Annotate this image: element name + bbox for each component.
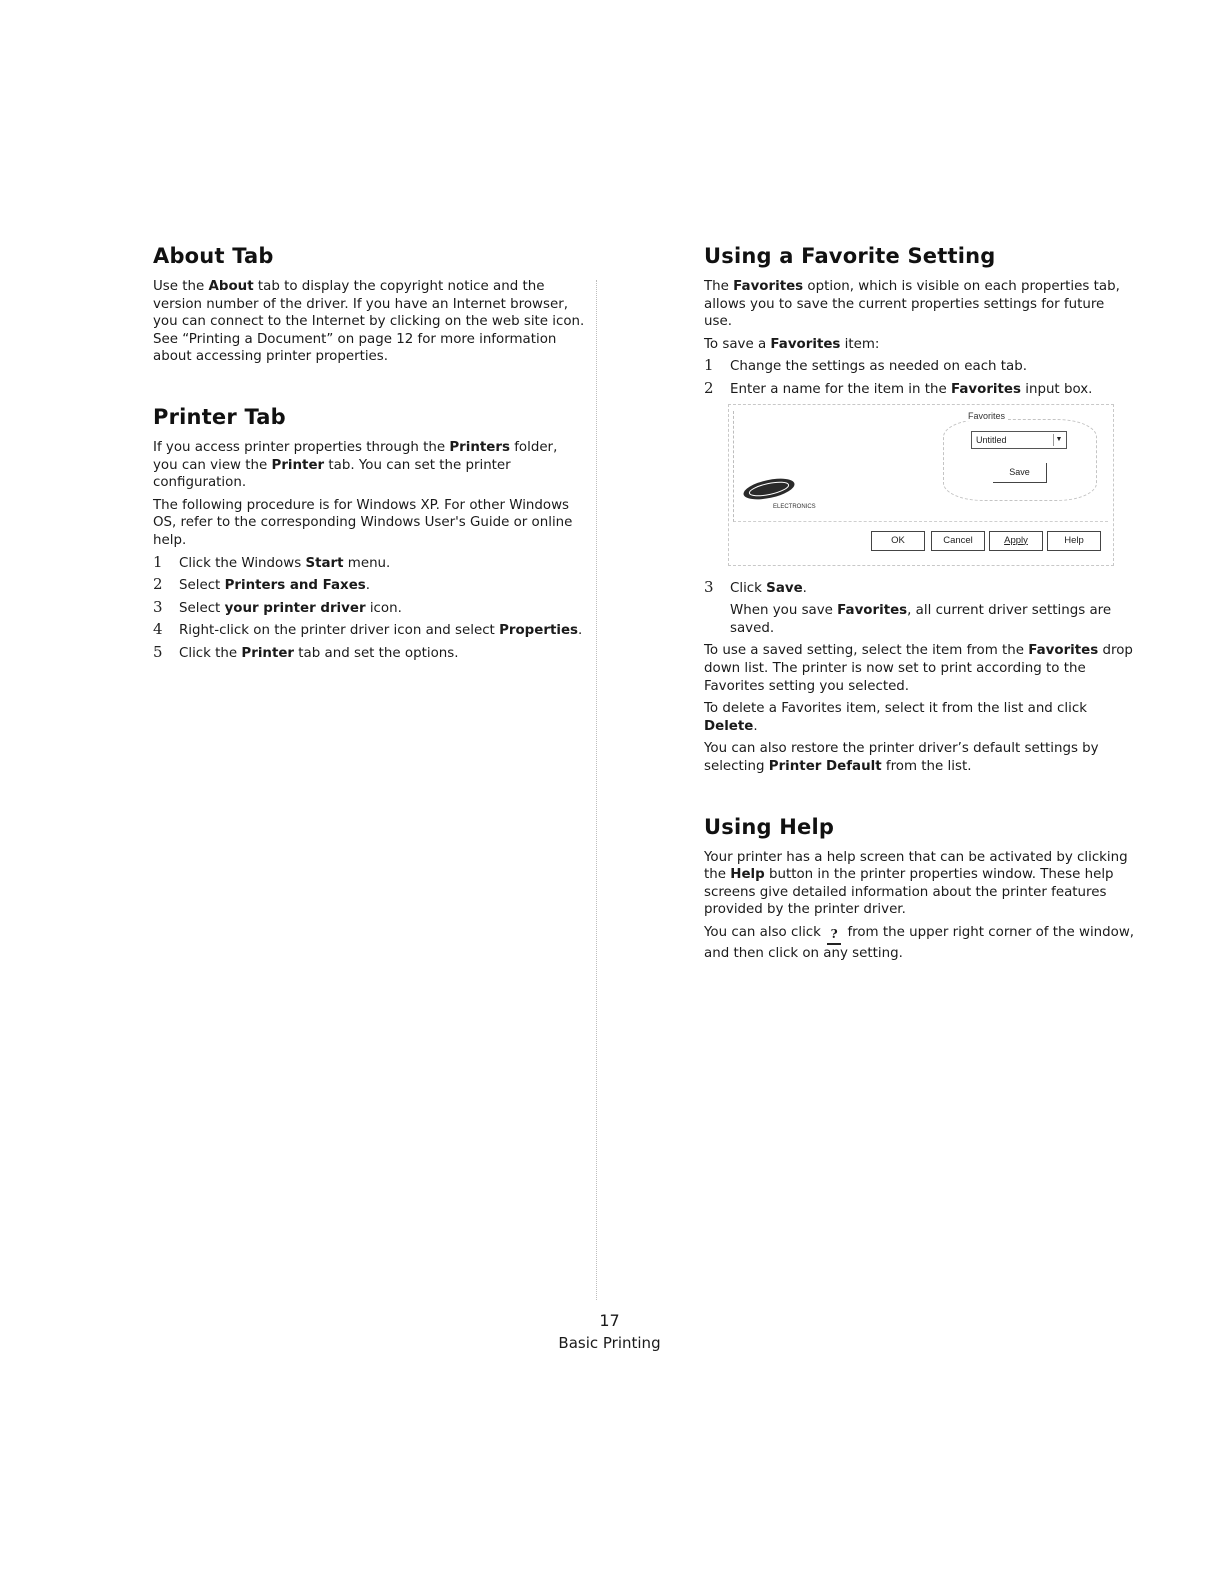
favorites-steps-list bbox=[704, 358, 1136, 398]
list-item: 3 Click Save. bbox=[704, 577, 807, 596]
save-note: When you save Favorites, all current driver settings are saved. bbox=[730, 603, 1112, 636]
favorites-intro: The Favorites option, which is visible on each properties tab, allows you to save the current properties settings for future use. bbox=[704, 279, 1120, 330]
column-divider bbox=[596, 280, 597, 1300]
page-footer bbox=[0, 1310, 1219, 1354]
favorite-setting-heading: Using a Favorite Setting bbox=[704, 244, 996, 268]
help-question-icon: ? bbox=[827, 928, 841, 945]
printer-tab-heading: Printer Tab bbox=[153, 404, 286, 429]
page-number: 17 bbox=[599, 1311, 620, 1330]
help-button[interactable]: Help bbox=[1047, 531, 1101, 551]
left-column bbox=[153, 244, 585, 668]
using-help-heading: Using Help bbox=[704, 814, 835, 839]
footer-section-title: Basic Printing bbox=[558, 1334, 661, 1352]
logo-text: ELECTRONICS bbox=[773, 503, 816, 510]
procedure-note: The following procedure is for Windows XP. For other Windows OS, refer to the corresponding Windows User's Guide or online help. bbox=[153, 497, 573, 548]
favorites-select[interactable]: Untitled ▼ bbox=[971, 431, 1067, 449]
restore-default-paragraph: You can also restore the printer driver’s default settings by selecting Printer Default from the list. bbox=[704, 741, 1099, 774]
delete-paragraph: To delete a Favorites item, select it from the list and click Delete. bbox=[704, 701, 1087, 734]
about-tab-heading: About Tab bbox=[153, 244, 274, 268]
help-paragraph: Your printer has a help screen that can be activated by clicking the Help button in the printer properties window. These help screens give detailed information about the printer features provided by the printer driver. bbox=[704, 849, 1128, 918]
list-item: 5 Click the Printer tab and set the options. bbox=[153, 642, 459, 661]
save-button[interactable]: Save bbox=[993, 463, 1047, 483]
list-item: 4 Right-click on the printer driver icon and select Properties. bbox=[153, 620, 583, 639]
list-item: 1 Click the Windows Start menu. bbox=[153, 552, 391, 571]
favorites-group-label: Favorites bbox=[965, 411, 1008, 421]
about-tab-paragraph: Use the About tab to display the copyright notice and the version number of the driver. If you have an Internet browser, you can connect to the Internet by clicking on the web site icon. See “Printing a Document” on page 12 for more information about accessing printer properties. bbox=[153, 279, 585, 365]
apply-button[interactable]: Apply bbox=[989, 531, 1043, 551]
favorites-save-intro: To save a Favorites item: bbox=[704, 336, 880, 352]
list-item: 2 Enter a name for the item in the Favorites input box. bbox=[704, 378, 1093, 397]
printer-steps-list bbox=[153, 552, 585, 663]
favorites-dialog-screenshot bbox=[728, 404, 1114, 566]
samsung-logo bbox=[739, 477, 819, 513]
use-setting-paragraph: To use a saved setting, select the item from the Favorites drop down list. The printer is now set to print according to the Favorites setting you selected. bbox=[704, 643, 1133, 694]
list-item: 2 Select Printers and Faxes. bbox=[153, 575, 371, 594]
list-item: 1 Change the settings as needed on each tab. bbox=[704, 356, 1028, 375]
ok-button[interactable]: OK bbox=[871, 531, 925, 551]
chevron-down-icon[interactable]: ▼ bbox=[1053, 434, 1064, 446]
list-item: 3 Select your printer driver icon. bbox=[153, 597, 402, 616]
cancel-button[interactable]: Cancel bbox=[931, 531, 985, 551]
favorites-step3-list bbox=[704, 577, 1136, 598]
help-icon-paragraph: You can also click ? from the upper right corner of the window, and then click on any setting. bbox=[704, 924, 1135, 961]
printer-tab-paragraph: If you access printer properties through the Printers folder, you can view the Printer tab. You can set the printer configuration. bbox=[153, 439, 558, 491]
right-column bbox=[704, 244, 1136, 967]
